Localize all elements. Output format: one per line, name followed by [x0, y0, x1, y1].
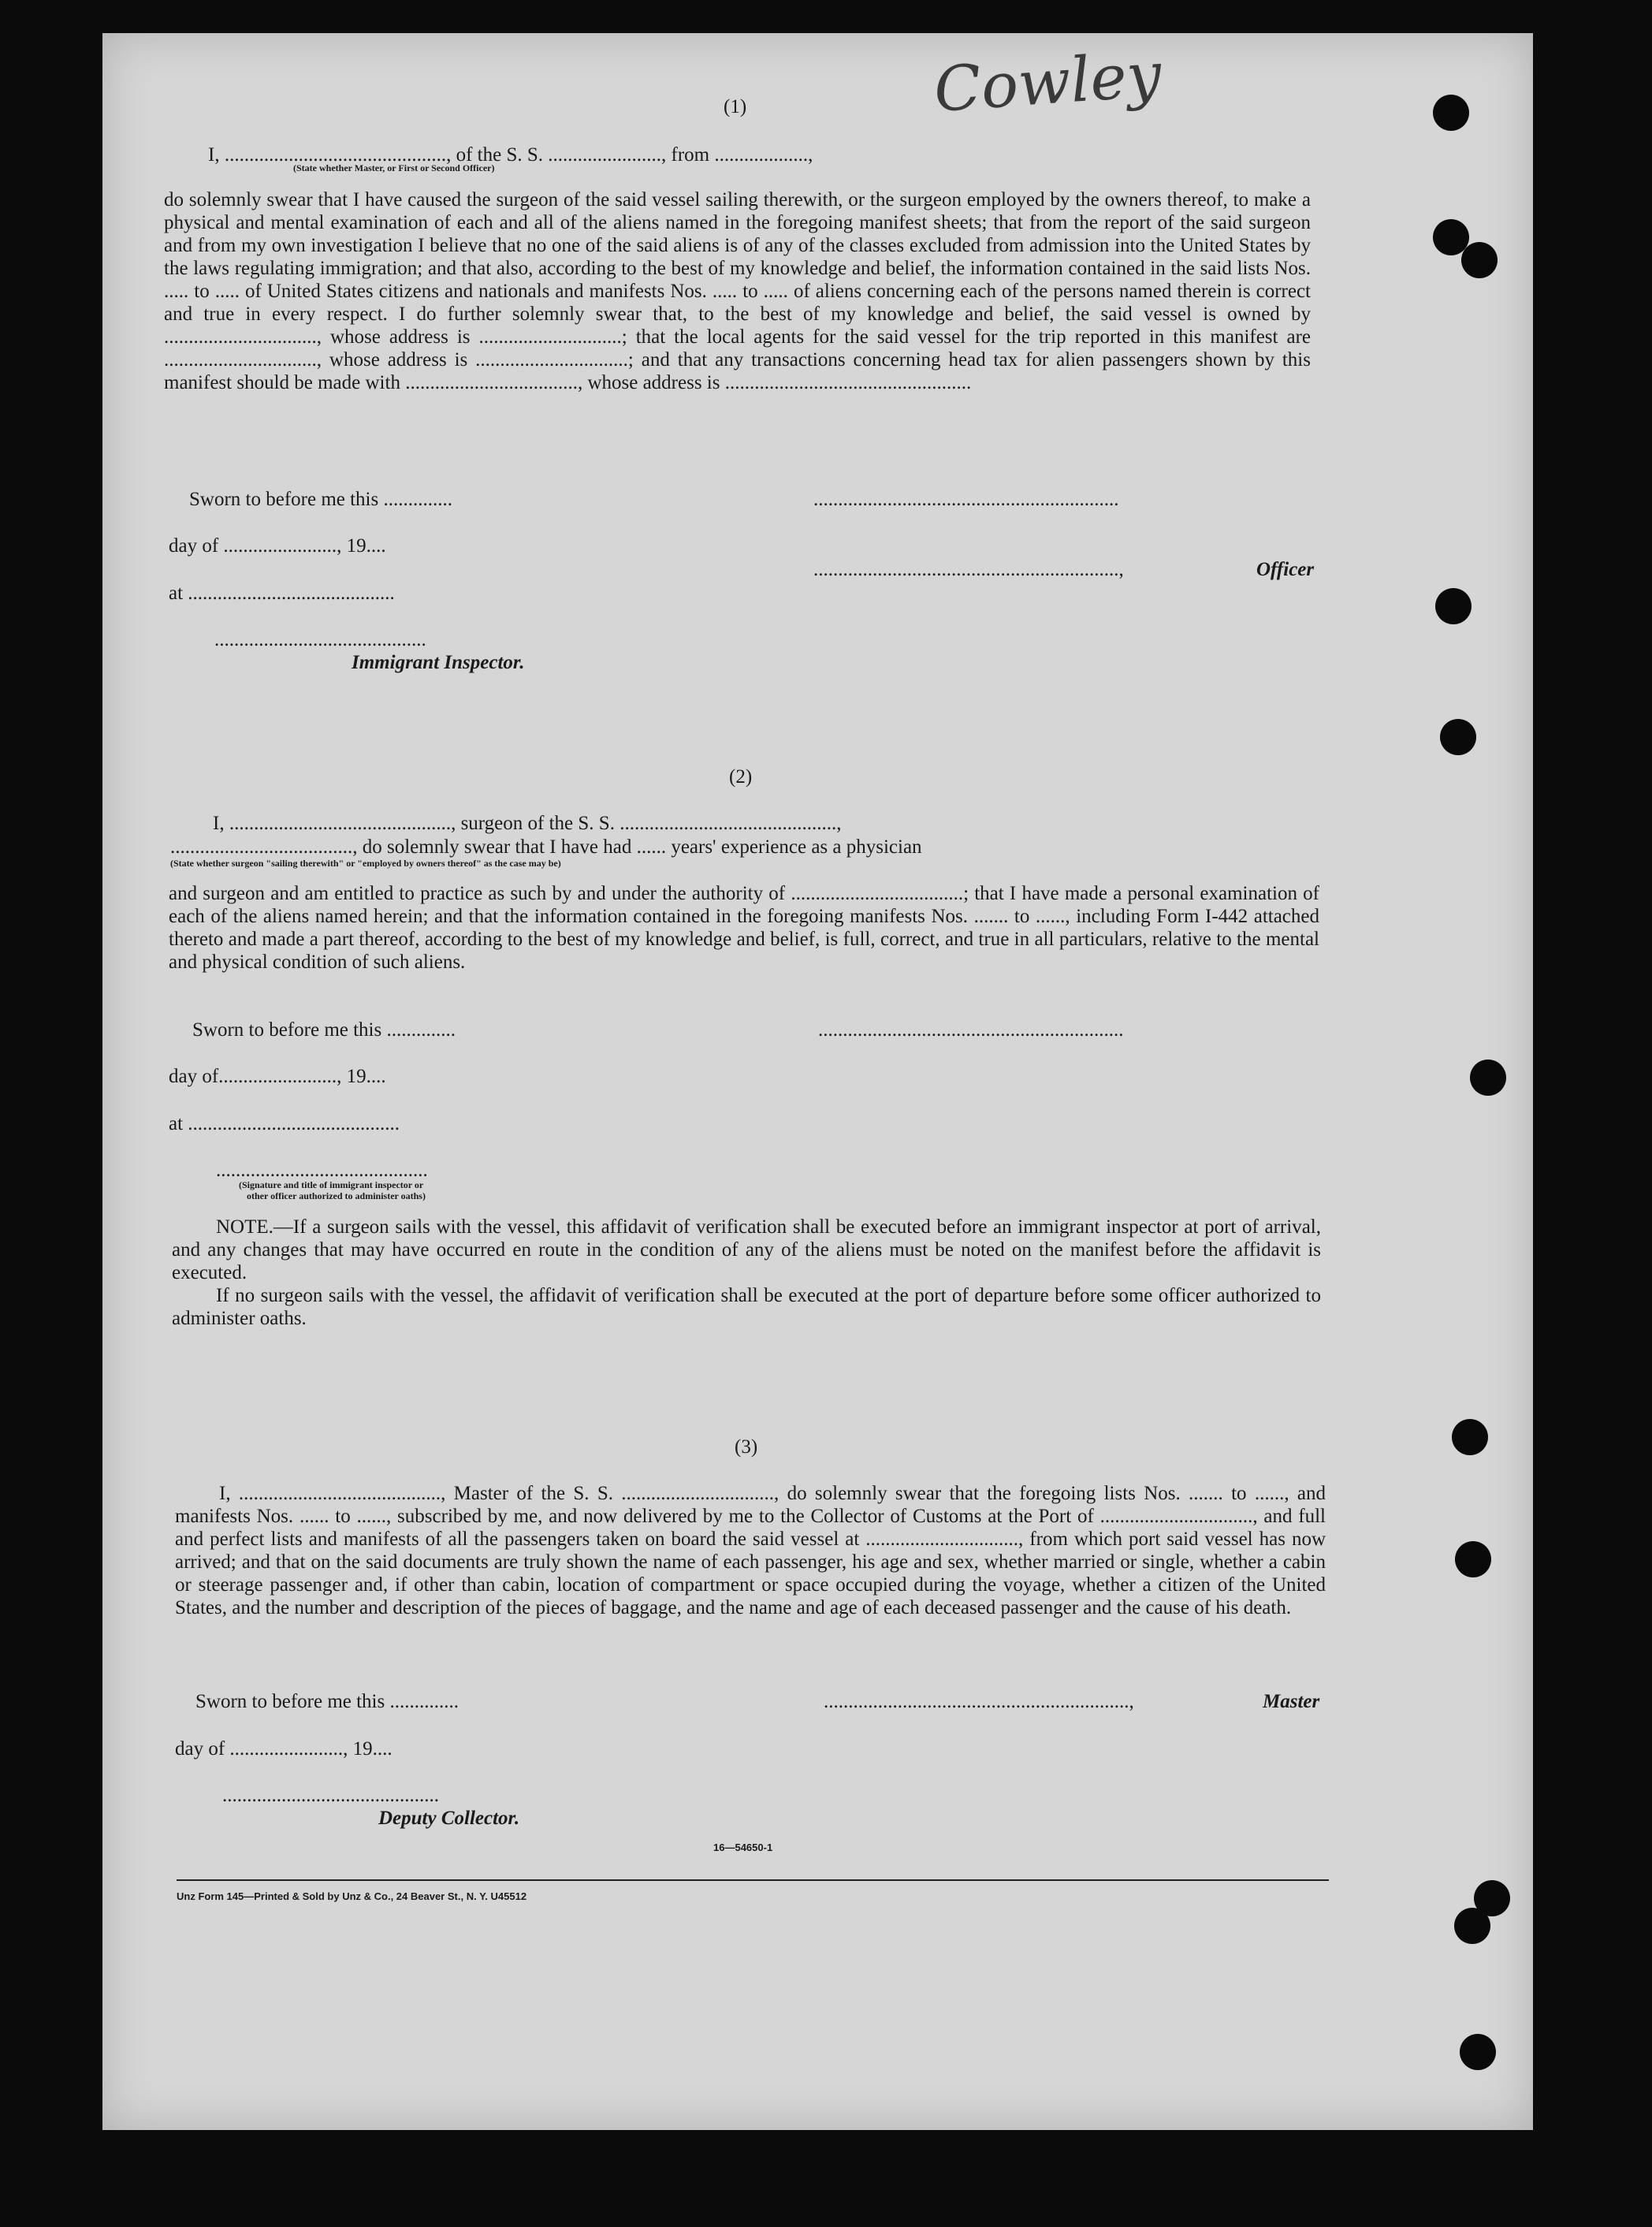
section-1-officer-dots: .............................................................. [813, 489, 1119, 510]
section-3-sworn-line: Sworn to before me this .............. [195, 1691, 459, 1712]
section-2-signature-caption-2: other officer authorized to administer oaths) [247, 1190, 426, 1201]
punch-hole [1440, 719, 1476, 755]
section-2-number: (2) [729, 766, 753, 788]
section-2-at-line: at ........................................... [169, 1113, 400, 1134]
section-2-opening-line: I, ............................................., surgeon of the S. S. ............................................, [213, 813, 842, 834]
form-code: 16—54650-1 [713, 1842, 773, 1853]
punch-hole [1460, 2034, 1496, 2070]
section-1-at-line: at .......................................... [169, 583, 395, 604]
section-3-day-line: day of ......................., 19.... [175, 1738, 393, 1760]
section-2-note [172, 1216, 1321, 1330]
note-paragraph-1: NOTE.—If a surgeon sails with the vessel, this affidavit of verification shall be executed before an immigrant inspector at port of arrival, and any changes that may have occurred en route in the condition of any of the aliens must be noted on the manifest before the affidavit is executed. [172, 1216, 1321, 1283]
punch-hole [1433, 95, 1469, 131]
section-1-caption: (State whether Master, or First or Second Officer) [293, 162, 495, 173]
section-3-oath-text [175, 1482, 1326, 1619]
section-2-day-line: day of........................, 19.... [169, 1066, 386, 1087]
punch-hole [1455, 1541, 1491, 1577]
printer-footer: Unz Form 145—Printed & Sold by Unz & Co., 24 Beaver St., N. Y. U45512 [177, 1890, 527, 1902]
handwritten-signature: Cowley [932, 39, 1164, 126]
section-1-opening-line: I, ............................................., of the S. S. ......................., from ..................., [208, 144, 813, 166]
punch-hole [1435, 588, 1472, 624]
section-2-inspector-dots: ........................................... [216, 1160, 428, 1181]
section-2-second-line: ....................................., do solemnly swear that I have had ...... years' experience as a physician [170, 836, 922, 858]
section-3-number: (3) [735, 1436, 758, 1458]
section-3-collector-label: Deputy Collector. [378, 1808, 520, 1829]
section-1-officer-label: Officer [1256, 559, 1315, 580]
section-2-signature-dots: .............................................................. [818, 1019, 1124, 1041]
section-2-sworn-line: Sworn to before me this .............. [192, 1019, 456, 1041]
punch-hole [1452, 1419, 1488, 1455]
section-2-signature-caption-1: (Signature and title of immigrant inspector or [239, 1179, 424, 1190]
section-3-master-line: .............................................................., [824, 1691, 1134, 1712]
punch-hole [1470, 1060, 1506, 1096]
note-paragraph-2: If no surgeon sails with the vessel, the affidavit of verification shall be executed at the port of departure before some officer authorized to administer oaths. [172, 1285, 1321, 1329]
punch-hole [1461, 242, 1498, 278]
section-2-oath-text: and surgeon and am entitled to practice as such by and under the authority of ...................................; that I have made a personal examination of each of the aliens named herein; and that the information contained in the foregoing manifests Nos. ....... to ......, including Form I-442 attached thereto and made a part thereof, according to the best of my knowledge and belief, is full, correct, and true in all particulars, relative to the mental and physical condition of such aliens. [169, 883, 1319, 973]
section-1-day-line: day of ......................., 19.... [169, 535, 386, 557]
section-1-inspector-dots: ........................................... [214, 629, 426, 650]
section-1-officer-line: .............................................................., [813, 559, 1124, 580]
section-2-caption: (State whether surgeon "sailing therewith" or "employed by owners thereof" as the case may be) [170, 858, 561, 869]
punch-hole [1454, 1908, 1490, 1944]
footer-rule [177, 1879, 1329, 1881]
section-1-inspector-label: Immigrant Inspector. [352, 652, 525, 673]
section-3-collector-dots: ............................................ [222, 1785, 439, 1806]
section-1-number: (1) [724, 96, 747, 117]
section-1-sworn-line: Sworn to before me this .............. [189, 489, 452, 510]
section-3-paragraph: I, ........................................., Master of the S. S. ..............................., do solemnly swear that the foregoing lists Nos. ....... to ......, and manifests Nos. ...... to ......, subscribed by me, and now delivered by me to the Collector of Customs at the Port of ..............................., and full and perfect lists and manifests of all the passengers taken on board the said vessel at ..............................., from which port said vessel has now arrived; and that on the said documents are truly shown the name of each passenger, his age and sex, whether married or single, whether a cabin or steerage passenger and, if other than cabin, location of compartment or space occupied during the voyage, whether a citizen of the United States, and the number and description of the pieces of baggage, and the name and age of each deceased passenger and the cause of his death. [175, 1483, 1326, 1618]
section-1-oath-text: do solemnly swear that I have caused the surgeon of the said vessel sailing therewith, or the surgeon employed by the owners thereof, to make a physical and mental examination of each and all of the aliens named in the foregoing manifest sheets; that from the report of the said surgeon and from my own investigation I believe that no one of the said aliens is of any of the classes excluded from admission into the United States by the laws regulating immigration; and that also, according to the best of my knowledge and belief, the information contained in the said lists Nos. ..... to ..... of United States citizens and nationals and manifests Nos. ..... to ..... of aliens concerning each of the persons named therein is correct and true in every respect. I do further solemnly swear that, to the best of my knowledge and belief, the said vessel is owned by ..............................., whose address is .............................; that the local agents for the said vessel for the trip reported in this manifest are ..............................., whose address is ...............................; and that any transactions concerning head tax for alien passengers shown by this manifest should be made with ..................................., whose address is .................................................. [164, 189, 1311, 393]
section-3-master-label: Master [1263, 1691, 1320, 1712]
